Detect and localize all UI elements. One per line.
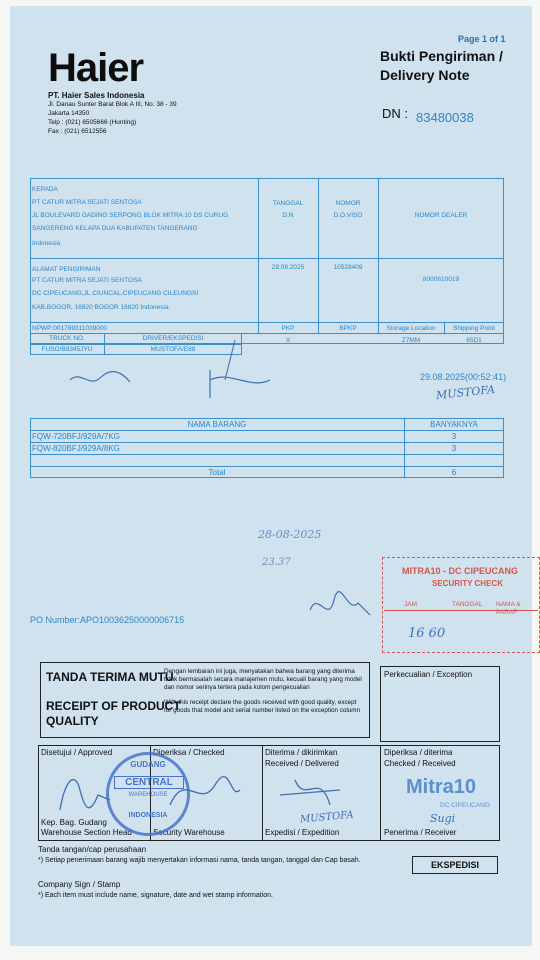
col-nama-barang: NAMA BARANG <box>187 420 247 429</box>
alamat-address-2: KAB.BOGOR, 16820 BOGOR 16820 Indonesia <box>32 304 169 311</box>
security-stamp-line1: MITRA10 - DC CIPEUCANG <box>402 566 519 576</box>
handwritten-signature-mid <box>300 585 380 630</box>
tanda-terima-mutu: TANDA TERIMA MUTU <box>46 670 174 684</box>
company-fax: Fax : (021) 6512556 <box>48 128 107 135</box>
checked-label: Diperiksa / Checked <box>153 748 225 757</box>
delivered-label-1: Diterima / dikirimkan <box>265 748 338 757</box>
company-address-1: Jl. Danau Sunter Barat Blok A III, No. 38 - 39 <box>48 101 177 108</box>
haier-logo: Haier <box>48 46 144 90</box>
driver-label: DRIVER/EKSPEDISI <box>142 335 204 342</box>
alamat-label: ALAMAT PENGIRIMAN <box>32 266 101 273</box>
stamp-central: CENTRAL <box>114 776 184 789</box>
received-label-1: Diperiksa / diterima <box>384 748 453 757</box>
doc-title-line2: Delivery Note <box>380 67 470 83</box>
ekspedisi-label: EKSPEDISI <box>430 860 479 870</box>
item-row-1-qty: 3 <box>451 432 457 441</box>
handwritten-date: 28-08-2025 <box>258 528 322 541</box>
storage-location-label: Storage Location <box>386 325 436 332</box>
security-stamp-col-jam: JAM <box>404 601 417 608</box>
warehouse-section-head: Warehouse Section Head <box>41 828 132 837</box>
kepada-address-2: SANGERENG KELAPA DUA KABUPATEN TANGERANG <box>32 225 198 232</box>
alamat-name: PT CATUR MITRA SEJATI SENTOSA <box>32 277 142 284</box>
kepada-label: KEPADA <box>32 186 58 193</box>
print-timestamp: 29.08.2025(00:52:41) <box>420 372 507 382</box>
company-name: PT. Haier Sales Indonesia <box>48 91 145 100</box>
handwritten-time: 23.37 <box>262 557 291 568</box>
col-nomor-dealer: NOMOR DEALER <box>414 212 468 219</box>
company-sign-stamp: Company Sign / Stamp <box>38 880 121 889</box>
tanda-tangan-cap: Tanda tangan/cap perusahaan <box>38 845 147 854</box>
receipt-of-product: RECEIPT OF PRODUCT <box>46 699 181 713</box>
delivered-label-2: Received / Delivered <box>265 759 339 768</box>
item-row-2-qty: 3 <box>451 444 457 453</box>
bpkp-label: BPKP <box>339 325 357 332</box>
receiver-signature: Sugi <box>430 812 456 825</box>
mitra10-logo: Mitra10 <box>406 776 477 798</box>
nomor-value: 10528409 <box>333 264 363 271</box>
footer-note-1: *) Setiap penerimaan barang wajib menyertakan informasi nama, tanda tangan, tanggal dan Cap basah. <box>38 857 361 864</box>
tanggal-value: 29.08.2025 <box>271 264 305 271</box>
receipt-text-en: With this receipt declare the goods received with good quality, except for goods that model and serial number listed on the exception column <box>164 699 361 714</box>
kepada-address-1: JL BOULEVARD GADING SERPONG BLOK MITRA 10 DS CURUG <box>32 212 229 219</box>
driver-handwritten-name: MUSTOFA <box>435 382 496 403</box>
item-row-1-name: FQW-720BFJ/929A/7KG <box>32 432 120 441</box>
stamp-warehouse: WAREHOUSE <box>128 792 168 798</box>
col-nomor: NOMOR <box>335 200 361 207</box>
kepada-name: PT CATUR MITRA SEJATI SENTOSA <box>32 199 142 206</box>
security-stamp-col-paraf: NAMA & PARAF <box>496 601 521 616</box>
signature-scribbles <box>40 760 500 840</box>
stamp-gudang: GUDANG <box>130 760 166 769</box>
col-tanggal-dn: D.N <box>282 212 294 219</box>
dealer-value: 8000610019 <box>422 276 460 283</box>
truck-value: FUSO/B9345JYU <box>41 346 93 353</box>
total-qty: 6 <box>451 468 457 477</box>
shipping-value: 65D1 <box>466 337 482 344</box>
pkp-label: PKP <box>281 325 295 332</box>
page-number: Page 1 of 1 <box>458 34 506 44</box>
dn-label: DN : <box>382 106 408 121</box>
npwp: NPWP:001789311039000 <box>32 325 108 332</box>
approved-label: Disetujui / Approved <box>41 748 113 757</box>
alamat-address-1: DC CIPEUCANG,JL.CIUNCAL,CIPEUCANG CILEUNGSI <box>32 290 199 297</box>
driver-value: MUSTOFA/E88 <box>150 346 196 353</box>
security-stamp-line2: SECURITY CHECK <box>432 579 503 588</box>
kep-bag-gudang: Kep. Bag. Gudang <box>41 818 107 827</box>
security-stamp-jam-value: 16 60 <box>408 626 446 641</box>
stamp-indonesia: INDONESIA <box>128 812 168 819</box>
receipt-text-id: Dengan lembaran ini juga, menyatakan bahwa barang yang diterima tidak bermasalah secara manajemen mutu, kecuali barang yang model dan nomor serinya tertera pada kolom pengecualian <box>164 668 362 691</box>
exception-label: Perkecualian / Exception <box>384 670 473 679</box>
security-warehouse-label: Security Warehouse <box>153 828 225 837</box>
kepada-country: Indonesia <box>32 240 61 247</box>
total-label: Total <box>208 468 226 477</box>
quality-label: QUALITY <box>46 714 99 728</box>
po-number: PO Number:APO10036250000006715 <box>30 615 185 625</box>
company-phone: Telp : (021) 6505666 (Hunting) <box>48 119 137 126</box>
shipping-point-label: Shipping Point <box>453 325 495 332</box>
expedisi-label: Expedisi / Expedition <box>265 828 340 837</box>
doc-title-line1: Bukti Pengiriman / <box>380 48 503 64</box>
item-row-2-name: FQW-820BFJ/929A/8KG <box>32 444 120 453</box>
truck-label: TRUCK NO. <box>49 335 85 342</box>
col-nomor-doviso: D.O.VISO <box>333 212 363 219</box>
col-banyaknya: BANYAKNYA <box>430 420 478 429</box>
storage-value: Z7MM <box>401 337 421 344</box>
col-tanggal: TANGGAL <box>272 200 304 207</box>
footer-note-2: *) Each item must include name, signature, date and wet stamp information. <box>38 892 274 899</box>
penerima-label: Penerima / Receiver <box>384 828 457 837</box>
pkp-value: X <box>285 337 291 344</box>
company-address-2: Jakarta 14350 <box>48 110 90 117</box>
security-stamp-col-tanggal: TANGGAL <box>452 601 483 608</box>
dn-number: 83480038 <box>416 110 474 125</box>
mitra10-sub: DC CIPEUCANG <box>440 802 490 809</box>
expedisi-handwritten-name: MUSTOFA <box>299 809 355 826</box>
received-label-2: Checked / Received <box>384 759 456 768</box>
